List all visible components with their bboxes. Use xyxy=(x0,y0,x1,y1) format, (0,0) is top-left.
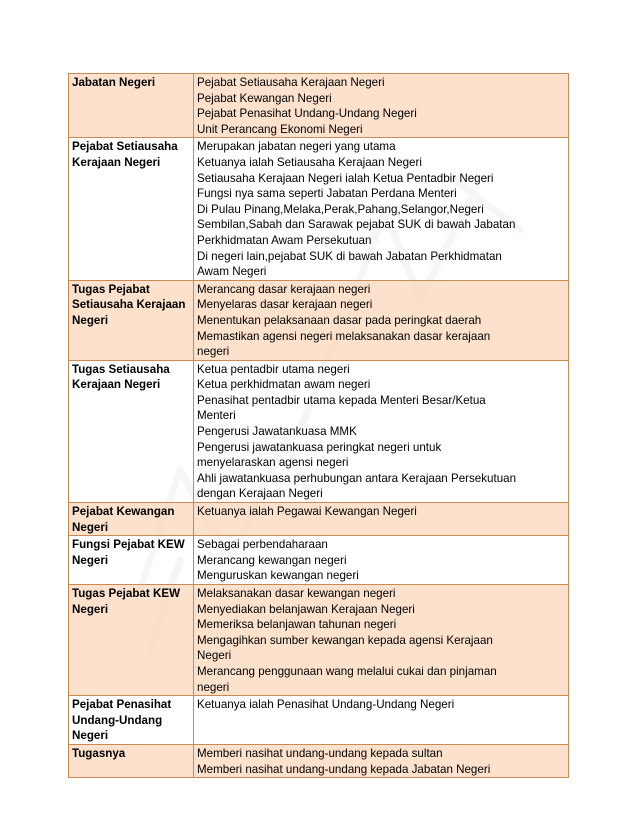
row-key-cell: Tugas Pejabat KEW Negeri xyxy=(69,585,194,696)
row-key-cell: Pejabat Penasihat Undang-Undang Negeri xyxy=(69,696,194,745)
value-line: menyelaraskan agensi negeri xyxy=(197,456,349,470)
row-key-cell: Jabatan Negeri xyxy=(69,74,194,138)
value-line: Menguruskan kewangan negeri xyxy=(197,569,359,583)
row-key-cell: Tugas Setiausaha Kerajaan Negeri xyxy=(69,360,194,502)
value-line: Unit Perancang Ekonomi Negeri xyxy=(197,122,363,136)
table-row xyxy=(69,503,569,536)
info-table xyxy=(68,73,569,778)
row-value-cell xyxy=(194,696,569,745)
value-line: Ahli jawatankuasa perhubungan antara Kerajaan Persekutuan xyxy=(197,471,517,485)
value-line: Merancang dasar kerajaan negeri xyxy=(197,282,371,296)
value-line: Memberi nasihat undang-undang kepada sultan xyxy=(197,746,443,760)
value-line: Fungsi nya sama seperti Jabatan Perdana Menteri xyxy=(197,187,457,201)
value-line: Memberi nasihat undang-undang kepada Jabatan Negeri xyxy=(197,762,491,776)
row-key-cell: Fungsi Pejabat KEW Negeri xyxy=(69,536,194,585)
table-row xyxy=(69,744,569,777)
value-line: Di Pulau Pinang,Melaka,Perak,Pahang,Selangor,Negeri xyxy=(197,202,484,216)
value-line: Merupakan jabatan negeri yang utama xyxy=(197,140,396,154)
value-line: Perkhidmatan Awam Persekutuan xyxy=(197,233,372,247)
value-line: Negeri xyxy=(197,649,232,663)
row-value-cell xyxy=(194,536,569,585)
value-line: Memeriksa belanjawan tahunan negeri xyxy=(197,618,397,632)
table-row xyxy=(69,280,569,360)
value-line: Pejabat Penasihat Undang-Undang Negeri xyxy=(197,107,417,121)
value-line: Ketuanya ialah Pegawai Kewangan Negeri xyxy=(197,505,417,519)
value-line: dengan Kerajaan Negeri xyxy=(197,487,323,501)
value-line: Menteri xyxy=(197,409,236,423)
row-key-cell: Pejabat Kewangan Negeri xyxy=(69,503,194,536)
row-value-cell xyxy=(194,74,569,138)
row-key-cell: Tugas Pejabat Setiausaha Kerajaan Negeri xyxy=(69,280,194,360)
value-line: Ketua pentadbir utama negeri xyxy=(197,362,350,376)
value-line: Mengagihkan sumber kewangan kepada agensi Kerajaan xyxy=(197,633,493,647)
row-value-cell xyxy=(194,585,569,696)
row-value-cell xyxy=(194,503,569,536)
value-line: Sembilan,Sabah dan Sarawak pejabat SUK di bawah Jabatan xyxy=(197,218,516,232)
value-line: negeri xyxy=(197,345,230,359)
value-line: Ketua perkhidmatan awam negeri xyxy=(197,378,371,392)
value-line: Merancang kewangan negeri xyxy=(197,553,347,567)
value-line: Penasihat pentadbir utama kepada Menteri Besar/Ketua xyxy=(197,393,486,407)
row-key-cell: Tugasnya xyxy=(69,744,194,777)
table-row xyxy=(69,696,569,745)
row-key-cell: Pejabat Setiausaha Kerajaan Negeri xyxy=(69,138,194,280)
value-line: negeri xyxy=(197,680,230,694)
value-line: Di negeri lain,pejabat SUK di bawah Jabatan Perkhidmatan xyxy=(197,249,502,263)
value-line: Melaksanakan dasar kewangan negeri xyxy=(197,587,396,600)
value-line: Pengerusi Jawatankuasa MMK xyxy=(197,425,357,439)
table-row xyxy=(69,360,569,502)
table-row xyxy=(69,74,569,138)
table-row xyxy=(69,138,569,280)
row-value-cell xyxy=(194,360,569,502)
value-line: Ketuanya ialah Penasihat Undang-Undang Negeri xyxy=(197,698,455,712)
value-line: Menyediakan belanjawan Kerajaan Negeri xyxy=(197,602,415,616)
value-line: Memastikan agensi negeri melaksanakan dasar kerajaan xyxy=(197,329,491,343)
value-line: Sebagai perbendaharaan xyxy=(197,538,328,552)
row-value-cell xyxy=(194,280,569,360)
value-line: Pejabat Kewangan Negeri xyxy=(197,91,332,105)
value-line: Setiausaha Kerajaan Negeri ialah Ketua Pentadbir Negeri xyxy=(197,171,494,185)
value-line: Menentukan pelaksanaan dasar pada peringkat daerah xyxy=(197,313,482,327)
value-line: Pejabat Setiausaha Kerajaan Negeri xyxy=(197,76,385,89)
row-value-cell xyxy=(194,744,569,777)
table-row xyxy=(69,536,569,585)
value-line: Ketuanya ialah Setiausaha Kerajaan Negeri xyxy=(197,155,422,169)
value-line: Pengerusi jawatankuasa peringkat negeri untuk xyxy=(197,440,442,454)
value-line: Awam Negeri xyxy=(197,265,267,279)
row-value-cell xyxy=(194,138,569,280)
table-row xyxy=(69,585,569,696)
value-line: Merancang penggunaan wang melalui cukai dan pinjaman xyxy=(197,664,497,678)
value-line: Menyelaras dasar kerajaan negeri xyxy=(197,298,373,312)
